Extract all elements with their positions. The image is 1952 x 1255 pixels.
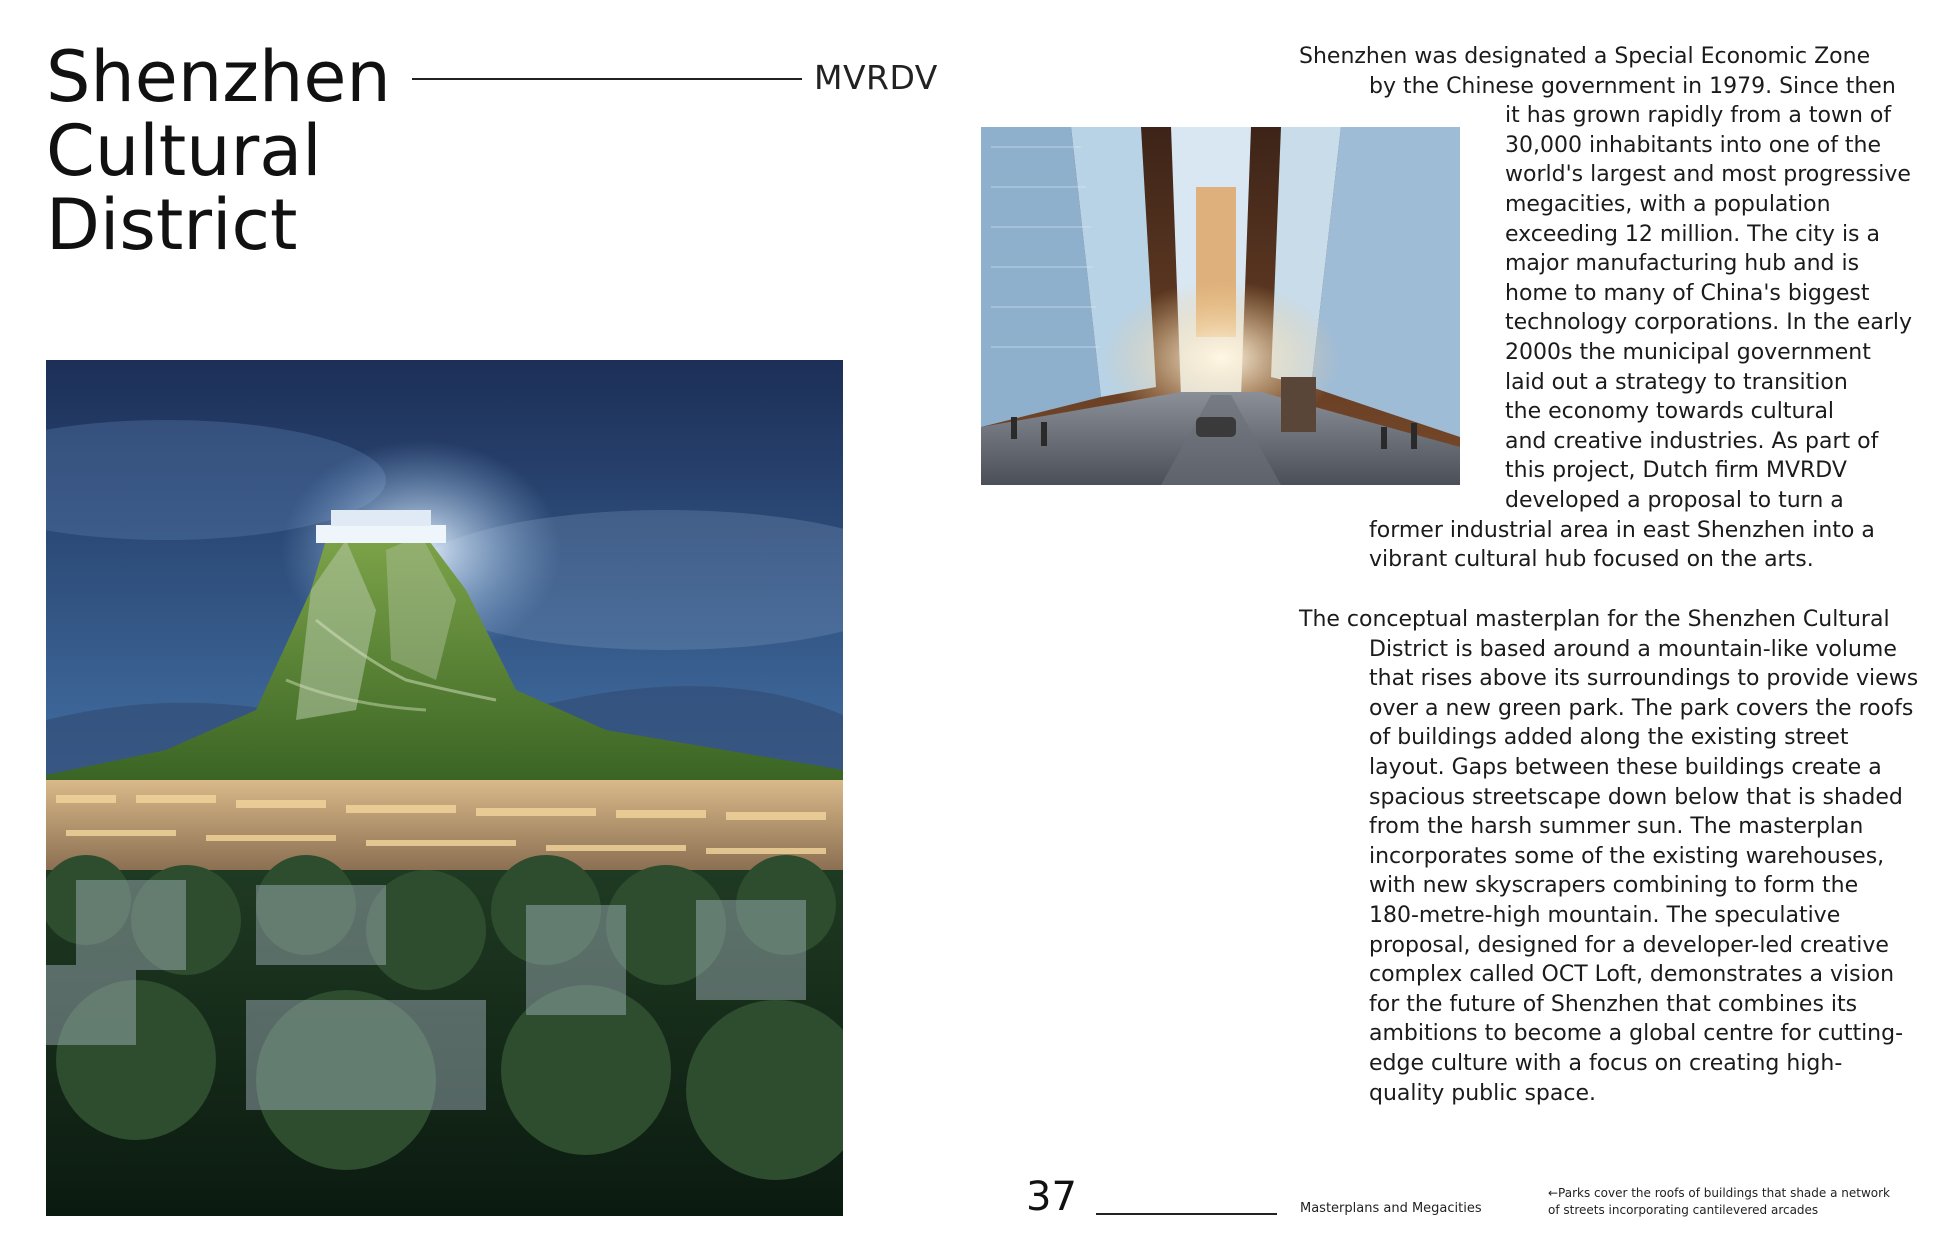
text-line: layout. Gaps between these buildings create a <box>1369 754 1882 780</box>
text-line: and creative industries. As part of <box>1505 428 1879 454</box>
section-label: Masterplans and Megacities <box>1300 1201 1482 1216</box>
text-line: by the Chinese government in 1979. Since then <box>1369 73 1896 99</box>
page-number: 37 <box>1026 1174 1077 1220</box>
text-line: it has grown rapidly from a town of <box>1505 103 1892 129</box>
text-line: The conceptual masterplan for the Shenzhen Cultural <box>1299 607 1890 632</box>
text-line: laid out a strategy to transition <box>1505 369 1848 395</box>
title-line-2: Cultural <box>46 110 322 192</box>
intro-paragraph <box>1299 42 1939 575</box>
masterplan-paragraph <box>1299 605 1939 1108</box>
text-line: complex called OCT Loft, demonstrates a vision <box>1369 962 1895 988</box>
footer-divider <box>1096 1213 1277 1215</box>
text-line: from the harsh summer sun. The masterplan <box>1369 814 1864 840</box>
mountain-building-image <box>46 360 843 1216</box>
text-line: spacious streetscape down below that is shaded <box>1369 784 1903 810</box>
text-line: this project, Dutch firm MVRDV <box>1505 458 1847 484</box>
text-line: 180-metre-high mountain. The speculative <box>1369 902 1841 928</box>
text-line: ambitions to become a global centre for cutting- <box>1369 1021 1904 1047</box>
title-line-3: District <box>46 184 298 266</box>
caption-line: of streets incorporating cantilevered arcades <box>1548 1203 1819 1217</box>
caption-line: ←Parks cover the roofs of buildings that shade a network <box>1548 1186 1890 1200</box>
text-line: the economy towards cultural <box>1505 399 1835 425</box>
text-line: home to many of China's biggest <box>1505 280 1870 306</box>
text-line: proposal, designed for a developer-led creative <box>1369 932 1889 958</box>
text-line: District is based around a mountain-like volume <box>1369 636 1897 662</box>
text-line: vibrant cultural hub focused on the arts. <box>1369 547 1814 573</box>
architect-name: MVRDV <box>814 58 938 97</box>
text-line: Shenzhen was designated a Special Economic Zone <box>1299 44 1871 69</box>
title-line-1: Shenzhen <box>46 36 391 118</box>
text-line: 30,000 inhabitants into one of the <box>1505 132 1882 158</box>
text-line: of buildings added along the existing street <box>1369 725 1849 751</box>
text-line: major manufacturing hub and is <box>1505 251 1860 277</box>
text-line: world's largest and most progressive <box>1505 162 1911 188</box>
text-line: exceeding 12 million. The city is a <box>1505 221 1880 247</box>
title-divider <box>412 78 802 80</box>
text-line: over a new green park. The park covers the roofs <box>1369 695 1914 721</box>
text-line: incorporates some of the existing warehouses, <box>1369 843 1885 869</box>
text-line: edge culture with a focus on creating high- <box>1369 1050 1843 1076</box>
text-line: technology corporations. In the early <box>1505 310 1913 336</box>
text-line: that rises above its surroundings to provide views <box>1369 666 1919 692</box>
text-line: former industrial area in east Shenzhen into a <box>1369 517 1875 543</box>
text-line: quality public space. <box>1369 1080 1596 1106</box>
page-title <box>46 36 426 266</box>
text-line: megacities, with a population <box>1505 191 1831 217</box>
text-line: for the future of Shenzhen that combines its <box>1369 991 1858 1017</box>
text-line: 2000s the municipal government <box>1505 339 1871 365</box>
image-caption <box>1548 1185 1928 1219</box>
text-line: developed a proposal to turn a <box>1505 487 1844 513</box>
text-line: with new skyscrapers combining to form the <box>1369 873 1859 899</box>
